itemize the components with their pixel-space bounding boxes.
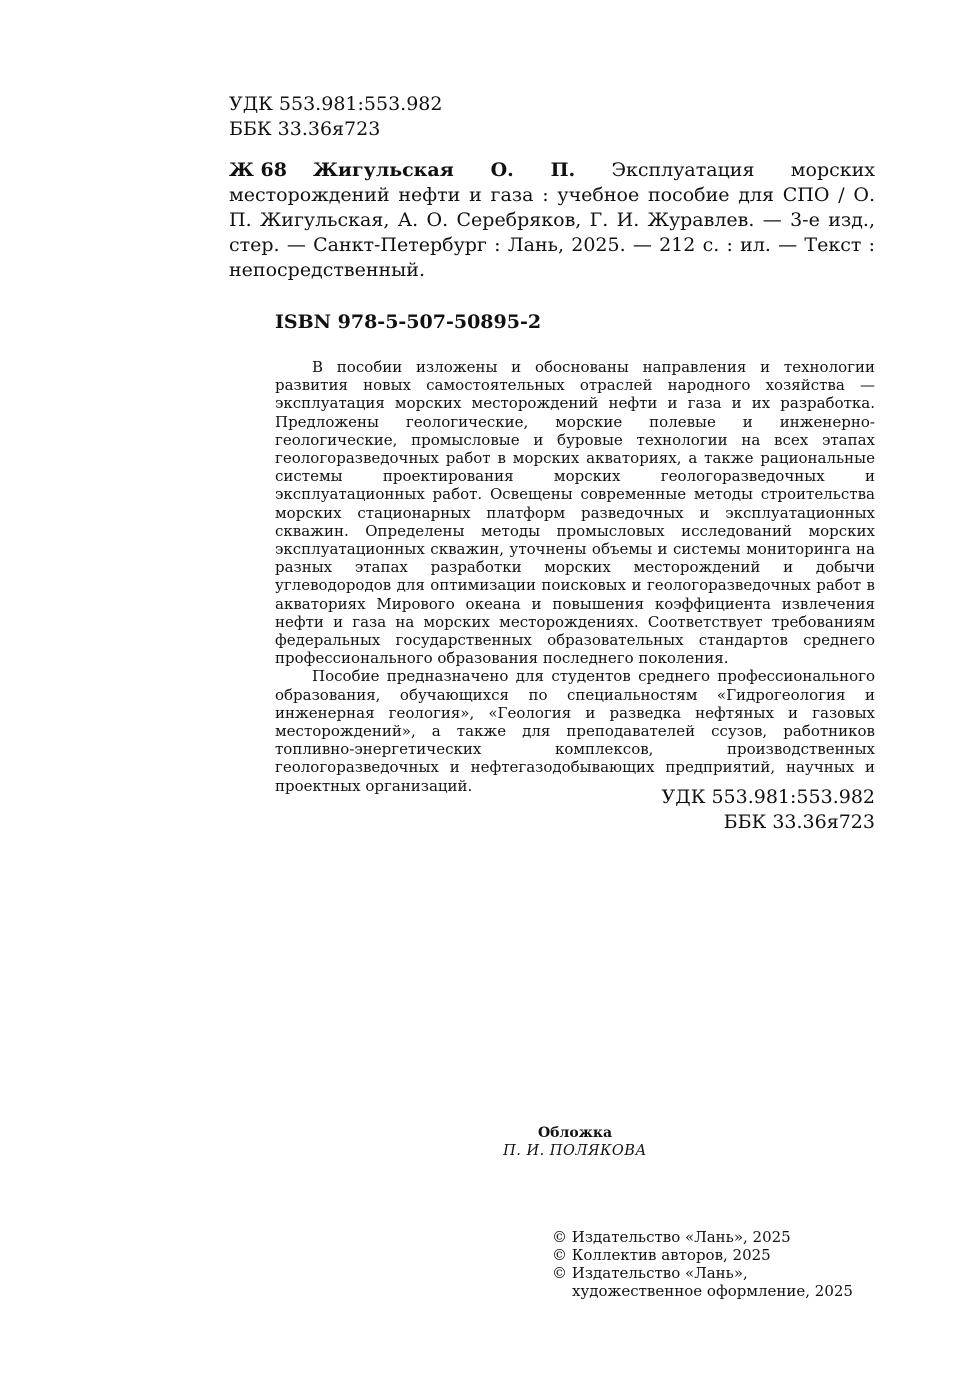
abstract-paragraph-1: В пособии изложены и обоснованы направления и технологии развития новых самостоятельных отраслей народного хозяйства — эксплуатация морских месторождений нефти и газа и их разработка. Предложены геологические, морские полевые и инженерно-геологические, промысловые и буровые технологии на всех этапах геологоразведочных работ в морских акваториях, а также рациональные системы проектирования морских геологоразведочных и эксплуатационных работ. Освещены современные методы строительства морских стационарных платформ разведочных и эксплуатационных скважин. Определены методы промысловых исследований морских эксплуатационных скважин, уточнены объемы и системы мониторинга на разных этапах разработки морских месторождений и добычи углеводородов для оптимизации поисковых и геологоразведочных работ в акваториях Мирового океана и повышения коэффициента извлечения нефти и газа на морских месторождениях. Соответствует требованиям федеральных государственных образовательных стандартов среднего профессионального образования последнего поколения. [275, 358, 875, 668]
copyright-line-2: © Коллектив авторов, 2025 [552, 1246, 771, 1264]
bbk-code-bottom: ББК 33.36я723 [723, 811, 875, 833]
copyright-notice [552, 1228, 853, 1300]
bibliographic-author: Жигульская О. П. [313, 159, 576, 181]
bibliographic-record [229, 158, 875, 283]
bibliographic-text [229, 158, 875, 283]
cover-label: Обложка [537, 1125, 613, 1141]
isbn: ISBN 978-5-507-50895-2 [275, 311, 542, 333]
udk-code-bottom: УДК 553.981:553.982 [661, 786, 875, 808]
abstract-paragraph-2: Пособие предназначено для студентов среднего профессионального образования, обучающихся по специальностям «Гидрогеология и инженерная геология», «Геология и разведка нефтяных и газовых месторождений», а также для преподавателей ссузов, работников топливно-энергетических комплексов, производственных геологоразведочных и нефтегазодобывающих предприятий, научных и проектных организаций. [275, 667, 875, 795]
cover-designer: П. И. ПОЛЯКОВА [503, 1143, 647, 1159]
bibliographic-description: Эксплуатация морских месторождений нефти и газа : учебное пособие для СПО / О. П. Жигульская, А. О. Серебряков, Г. И. Журавлев. — 3-е изд., стер. — Санкт-Петербург : Лань, 2025. — 212 с. : ил. — Текст : непосредственный. [229, 159, 875, 281]
bbk-code-top: ББК 33.36я723 [229, 118, 381, 140]
abstract [275, 358, 875, 795]
copyright-line-1: © Издательство «Лань», 2025 [552, 1228, 791, 1246]
classification-top [229, 92, 442, 142]
copyright-line-4: художественное оформление, 2025 [572, 1282, 853, 1300]
udk-code-top: УДК 553.981:553.982 [229, 93, 443, 115]
author-mark: Ж 68 [229, 159, 287, 181]
cover-credit [400, 1124, 750, 1160]
classification-bottom [560, 785, 875, 835]
copyright-line-3: © Издательство «Лань», [552, 1264, 748, 1282]
